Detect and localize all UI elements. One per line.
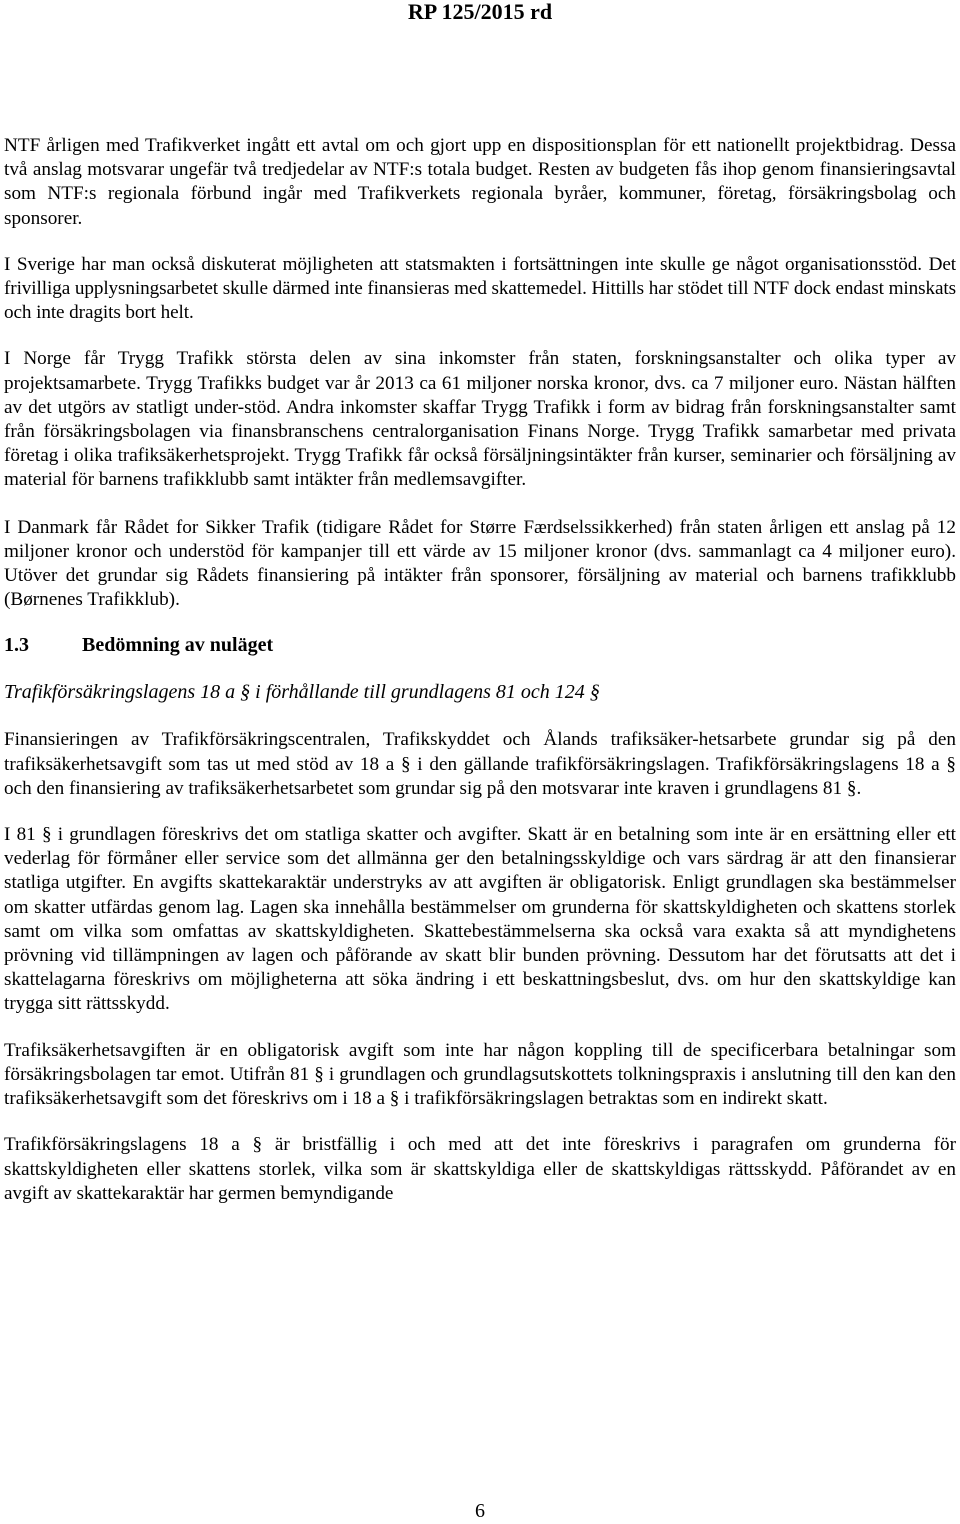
page-number: 6 [475, 1500, 485, 1522]
paragraph-trafiksakerhetsavgift: Trafiksäkerhetsavgiften är en obligatorisk avgift som inte har någon koppling till de specificerbara betalningar som försäkringsbolagen tar emot. Utifrån 81 § i grundlagen och grundlagsutskottets tolkningspraxis i anslutning till den kan den trafiksäkerhetsavgift som det föreskrivs om i 18 a § i trafikförsäkringslagen betraktas som en indirekt skatt. [4, 1039, 956, 1110]
paragraph-denmark: I Danmark får Rådet for Sikker Trafik (tidigare Rådet for Større Færdselssikkerhed) från staten årligen ett anslag på 12 miljoner kronor och understöd för kampanjer till ett värde av 15 miljoner kronor (dvs. sammanlagt ca 4 miljoner euro). Utöver det grundar sig Rådets finansiering på intäkter från sponsorer, försäljning av material och barnens trafikklubb (Børnenes Trafikklub). [4, 516, 956, 611]
document-reference: RP 125/2015 rd [407, 0, 553, 24]
paragraph-bristfallig: Trafikförsäkringslagens 18 a § är bristfällig i och med att det inte föreskrivs i paragrafen om grunderna för skattskyldigheten eller skattens storlek, vilka som är skattskyldiga eller de skattskyldigas rättsskydd. Påförandet av en avgift av skattekaraktär har germen bemyndigande [4, 1134, 956, 1204]
page-body [4, 134, 956, 1206]
paragraph-ntf-budget: NTF årligen med Trafikverket ingått ett avtal om och gjort upp en dispositionsplan för ett nationellt projektbidrag. Dessa två anslag motsvarar ungefär två tredjedelar av NTF:s totala budget. Resten av budgeten fås ihop genom finansieringsavtal som NTF:s regionala förbund ingår med Trafikverkets regionala byråer, kommuner, företag, försäkringsbolag och sponsorer. [4, 135, 956, 229]
section-heading [4, 632, 956, 658]
paragraph-norway: I Norge får Trygg Trafikk största delen av sina inkomster från staten, forskningsanstalter och olika typer av projektsamarbete. Trygg Trafikks budget var år 2013 ca 61 miljoner norska kronor, dvs. ca 7 miljoner euro. Nästan hälften av det utgörs av statligt under-stöd. Andra inkomster skaffar Trygg Trafikk i form av bidrag från forskningsanstalter samt från försäkringsbolagen via finansbranschens centralorganisation Finans Norge. Trygg Trafikk samarbetar med privata företag i olika trafiksäkerhetsprojekt. Trygg Trafikk får också försäljningsintäkter från kurser, seminarier och försäljning av material för barnens trafikklubb samt intäkter från medlemsavgifter. [4, 348, 956, 491]
paragraph-sweden: I Sverige har man också diskuterat möjligheten att statsmakten i fortsättningen inte skulle ge något organisationsstöd. Det frivilliga upplysningsarbetet skulle därmed inte finansieras med skattemedel. Hittills har stödet till NTF dock endast minskats och inte dragits bort helt. [4, 253, 956, 324]
paragraph-grundlagen-81: I 81 § i grundlagen föreskrivs det om statliga skatter och avgifter. Skatt är en betalning som inte är en ersättning eller ett vederlag för förmåner eller service som det allmänna ger den betalningsskyldige och vars särdrag är att den finansierar statliga utgifter. En avgifts skattekaraktär understryks av att avgiften är obligatorisk. Enligt grundlagen ska bestämmelser om skatter utfärdas genom lag. Lagen ska innehålla bestämmelser om grunderna för skattskyldigheten och skattens storlek samt om vilka som omfattas av skattskyldigheten. Skattebestämmelserna ska också vara exakta så att myndighetens prövning vid tillämpningen av lagen och påförande av skatt blir bunden prövning. Dessutom har det förutsatts att det i skattelagarna föreskrivs om möjligheterna att söka ändring i ett beskattningsbeslut, dvs. om hur den skattskyldige kan trygga sitt rättsskydd. [4, 824, 956, 1015]
document-header [0, 0, 960, 24]
section-number: 1.3 [4, 634, 29, 657]
paragraph-financing: Finansieringen av Trafikförsäkringscentralen, Trafikskyddet och Ålands trafiksäker-hetsarbete grundar sig på den trafiksäkerhetsavgift som tas ut med stöd av 18 a § i den gällande trafikförsäkringslagen. Trafikförsäkringslagens 18 a § och den finansiering av trafiksäkerhetsarbetet som grundar sig på den motsvarar inte kraven i grundlagens 81 §. [4, 729, 956, 799]
section-title: Bedömning av nuläget [82, 634, 274, 657]
section-subtitle: Trafikförsäkringslagens 18 a § i förhållande till grundlagens 81 och 124 § [4, 681, 600, 704]
